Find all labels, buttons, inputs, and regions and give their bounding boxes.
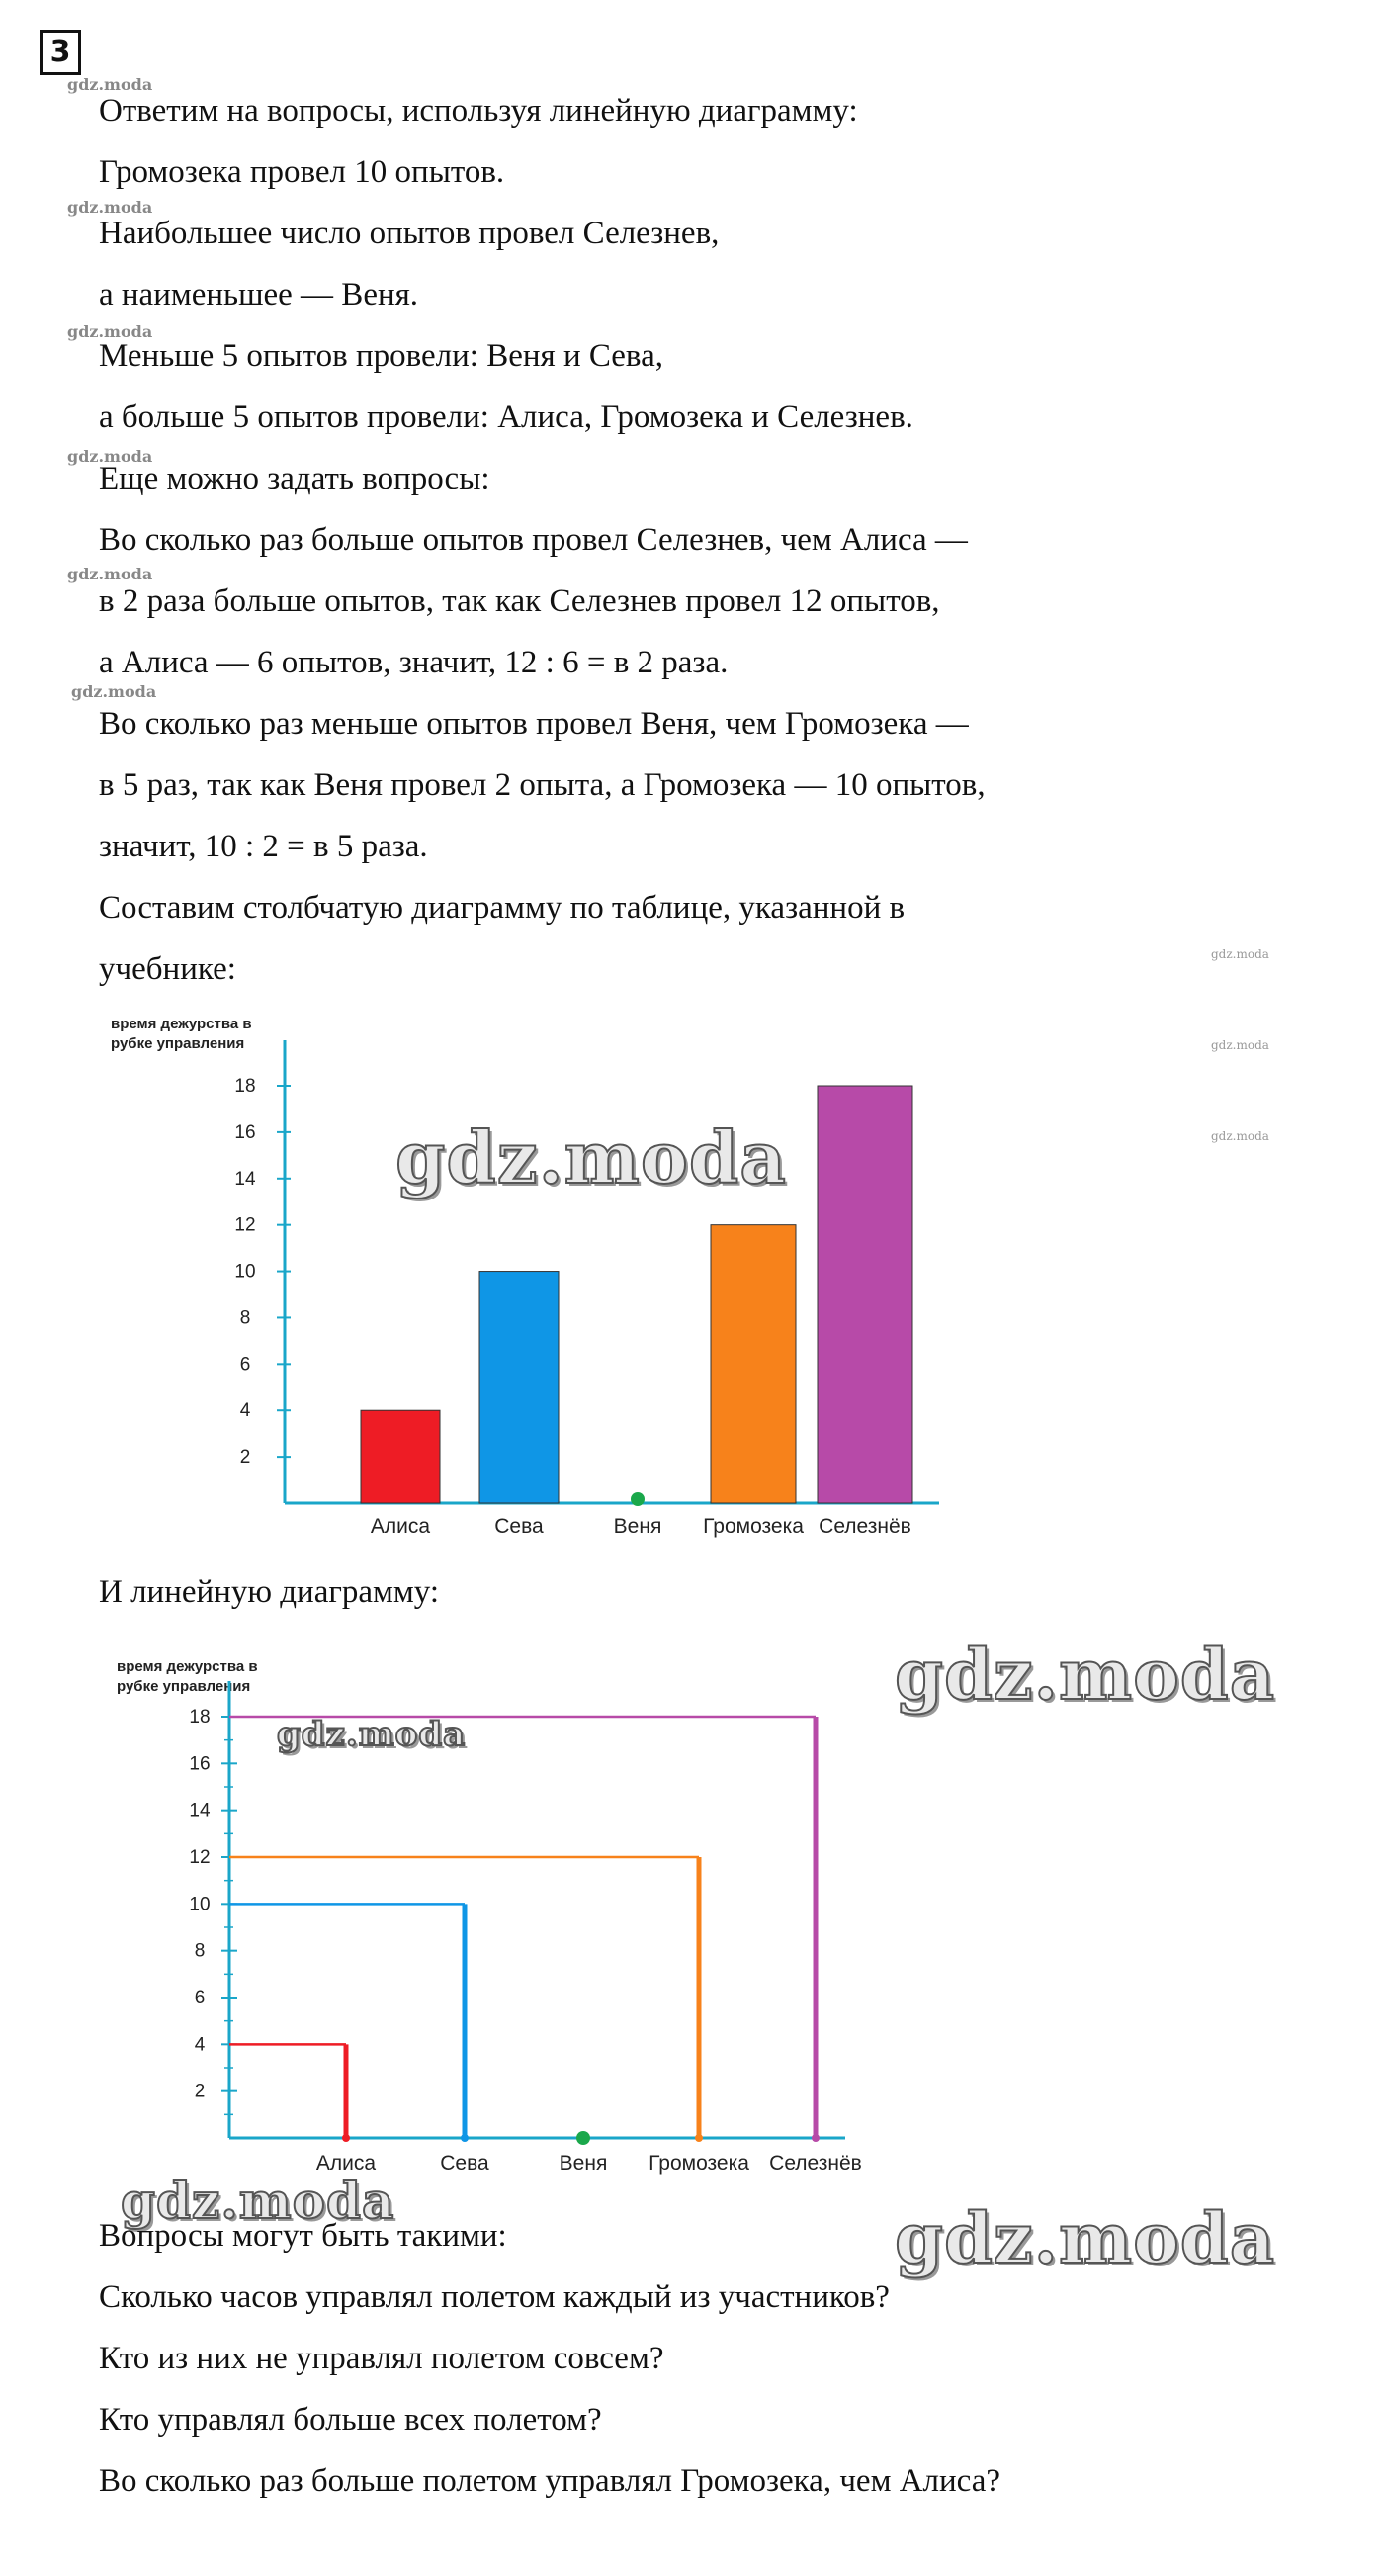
paragraph-line: а наименьшее — Веня. [99, 277, 419, 312]
bar-chart-y-tick-label: 2 [239, 1447, 251, 1468]
watermark-small: gdz.moda [67, 447, 153, 466]
bar-chart-category-label: Алиса [370, 1515, 431, 1538]
bar-chart-y-tick-label: 12 [234, 1214, 256, 1236]
bar-chart-category-label: Сева [494, 1515, 544, 1538]
paragraph-line: Составим столбчатую диаграмму по таблице, указанной в [99, 890, 906, 926]
line-chart-ylabel-2: рубке управления [117, 1678, 251, 1695]
paragraph-line: Во сколько раз меньше опытов провел Веня, чем Громозека — [99, 706, 969, 742]
line-chart-category-label: Сева [440, 2152, 489, 2175]
watermark-large: gdz.moda [395, 1115, 787, 1199]
paragraph-line: а Алиса — 6 опытов, значит, 12 : 6 = в 2 раза. [99, 645, 729, 680]
bar-chart-bar [818, 1086, 912, 1503]
bar-chart-y-tick-label: 6 [239, 1354, 251, 1376]
bar-chart-ylabel-1: время дежурства в [111, 1016, 252, 1032]
question-line: Сколько часов управлял полетом каждый из участников? [99, 2279, 890, 2315]
line-chart-y-tick-label: 14 [189, 1800, 211, 1821]
line-chart-category-label: Веня [559, 2152, 608, 2175]
question-line: Кто управлял больше всех полетом? [99, 2402, 602, 2438]
paragraph-line: Еще можно задать вопросы: [99, 461, 490, 496]
line-chart-category-label: Алиса [315, 2152, 377, 2175]
line-chart-base-point [342, 2134, 350, 2142]
question-line: Во сколько раз больше полетом управлял Громозека, чем Алиса? [99, 2463, 1001, 2499]
question-line: Кто из них не управлял полетом совсем? [99, 2341, 664, 2376]
bar-chart-category-label: Громозека [703, 1515, 804, 1538]
line-chart-ylabel-1: время дежурства в [117, 1658, 258, 1675]
watermark-small: gdz.moda [67, 75, 153, 94]
bar-chart-y-tick-label: 8 [239, 1307, 251, 1329]
watermark-small: gdz.moda [67, 198, 153, 217]
paragraph-line: Во сколько раз больше опытов провел Селезнев, чем Алиса — [99, 522, 968, 558]
task-number-badge: 3 [40, 30, 81, 75]
bar-chart-y-tick-label: 14 [234, 1168, 256, 1190]
bar-chart-bar [361, 1410, 440, 1503]
paragraph-line: а больше 5 опытов провели: Алиса, Громозека и Селезнев. [99, 400, 913, 435]
bar-chart-y-tick-label: 4 [239, 1400, 251, 1422]
line-chart-y-tick-label: 4 [194, 2034, 206, 2056]
line-chart-base-point [812, 2134, 820, 2142]
line-chart-y-tick-label: 16 [189, 1753, 211, 1775]
line-chart-y-tick-label: 6 [194, 1988, 206, 2008]
line-chart [0, 1651, 1384, 2225]
bar-chart-y-tick-label: 16 [234, 1121, 256, 1143]
line-chart-base-point [461, 2134, 469, 2142]
paragraph-line: значит, 10 : 2 = в 5 раза. [99, 829, 428, 864]
line-chart-y-tick-label: 12 [189, 1847, 211, 1868]
watermark-large: gdz.moda [895, 2197, 1276, 2279]
watermark-small: gdz.moda [67, 565, 153, 583]
line-chart-y-tick-label: 18 [189, 1707, 211, 1728]
paragraph-line: Ответим на вопросы, используя линейную диаграмму: [99, 93, 858, 129]
line-chart-y-tick-label: 10 [189, 1894, 211, 1915]
bar-chart-category-label: Селезнёв [819, 1515, 911, 1538]
bar-chart-y-tick-label: 10 [234, 1261, 256, 1283]
question-line: Вопросы могут быть такими: [99, 2218, 507, 2254]
bar-chart-zero-point [631, 1492, 645, 1506]
paragraph-line: в 5 раз, так как Веня провел 2 опыта, а Громозека — 10 опытов, [99, 767, 986, 803]
paragraph-line: в 2 раза больше опытов, так как Селезнев провел 12 опытов, [99, 583, 940, 619]
watermark-large: gdz.moda [121, 2172, 395, 2230]
paragraph-line: учебнике: [99, 951, 236, 987]
line-chart-category-label: Селезнёв [769, 2152, 862, 2175]
bar-chart-category-label: Веня [613, 1515, 662, 1538]
line-chart-y-tick-label: 8 [194, 1940, 206, 1962]
bar-chart-bar [479, 1272, 559, 1503]
line-chart-zero-point [576, 2131, 590, 2145]
watermark-small: gdz.moda [1211, 1129, 1269, 1143]
paragraph-line: Громозека провел 10 опытов. [99, 154, 505, 190]
bar-chart [0, 1009, 1384, 1562]
line-chart-category-label: Громозека [649, 2152, 749, 2175]
paragraph-line: Наибольшее число опытов провел Селезнев, [99, 216, 720, 251]
bar-chart-ylabel-2: рубке управления [111, 1035, 245, 1052]
line-chart-intro: И линейную диаграмму: [99, 1574, 440, 1610]
bar-chart-bar [711, 1225, 796, 1503]
watermark-large: gdz.moda [895, 1634, 1276, 1716]
line-chart-y-tick-label: 2 [194, 2081, 206, 2102]
watermark-large: gdz.moda [277, 1715, 467, 1754]
paragraph-line: Меньше 5 опытов провели: Веня и Сева, [99, 338, 663, 374]
bar-chart-y-tick-label: 18 [234, 1076, 256, 1097]
watermark-small: gdz.moda [1211, 1038, 1269, 1052]
watermark-small: gdz.moda [1211, 947, 1269, 961]
watermark-small: gdz.moda [67, 322, 153, 341]
watermark-small: gdz.moda [71, 682, 157, 701]
line-chart-base-point [695, 2134, 703, 2142]
